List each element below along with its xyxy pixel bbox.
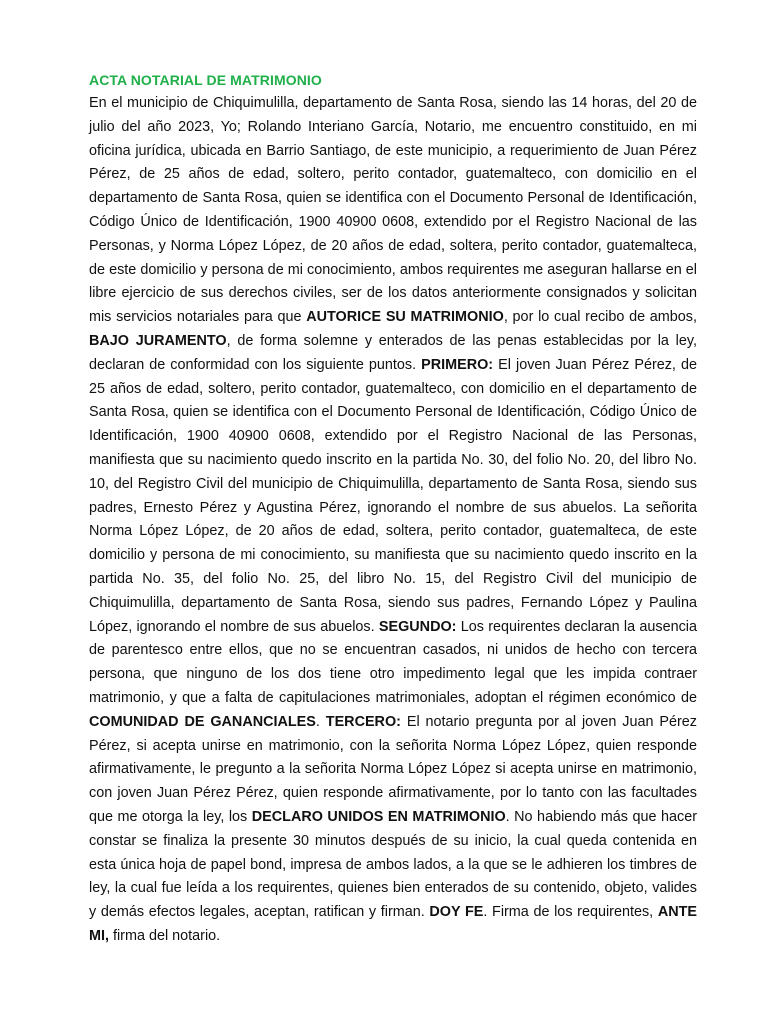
document-page	[89, 68, 697, 949]
bold-phrase-comunidad: COMUNIDAD DE GANANCIALES	[89, 713, 316, 730]
body-text-segment: Los requirentes declaran la ausencia de parentesco entre ellos, que no se encuentran casados, ni unidos de hecho con tercera persona, que ninguno de los dos tiene otro impedimento legal que les impida contraer matrimonio, y que a falta de capitulaciones matrimoniales, adoptan el régimen económico de	[89, 618, 697, 706]
body-text-segment: En el municipio de Chiquimulilla, departamento de Santa Rosa, siendo las 14 horas, del 20 de julio del año 2023, Yo; Rolando Interiano García, Notario, me encuentro constituido, en mi oficina jurídica, ubicada en Barrio Santiago, de este municipio, a requerimiento de Juan Pérez Pérez, de 25 años de edad, soltero, perito contador, guatemalteco, con domicilio en el departamento de Santa Rosa, quien se identifica con el Documento Personal de Identificación, Código Único de Identificación, 1900 40900 0608, extendido por el Registro Nacional de las Personas, y Norma López López, de 20 años de edad, soltera, perito contador, guatemalteca, de este domicilio y persona de mi conocimiento, ambos requirentes me aseguran hallarse en el libre ejercicio de sus derechos civiles, ser de los datos anteriormente consignados y solicitan mis servicios notariales para que	[89, 95, 697, 326]
bold-phrase-bajo-juramento: BAJO JURAMENTO	[89, 332, 227, 349]
body-text-segment: El joven Juan Pérez Pérez, de 25 años de edad, soltero, perito contador, guatemalteco, con domicilio en el departamento de Santa Rosa, quien se identifica con el Documento Personal de Identificación, Código Único de Identificación, 1900 40900 0608, extendido por el Registro Nacional de las Personas, manifiesta que su nacimiento quedo inscrito en la partida No. 30, del folio No. 20, del libro No. 10, del Registro Civil del municipio de Chiquimulilla, departamento de Santa Rosa, siendo sus padres, Ernesto Pérez y Agustina Pérez, ignorando el nombre de sus abuelos. La señorita Norma López López, de 20 años de edad, soltera, perito contador, guatemalteca, de este domicilio y persona de mi conocimiento, su manifiesta que su nacimiento quedo inscrito en la partida No. 35, del folio No. 25, del libro No. 15, del Registro Civil del municipio de Chiquimulilla, departamento de Santa Rosa, siendo sus padres, Fernando López y Paulina López, ignorando el nombre de sus abuelos.	[89, 356, 697, 635]
bold-phrase-ante-mi: ANTE MI,	[89, 904, 697, 944]
bold-phrase-declaro: DECLARO UNIDOS EN MATRIMONIO	[251, 808, 506, 825]
body-text-segment: , de forma solemne y enterados de las penas establecidas por la ley, declaran de conformidad con los siguiente puntos.	[89, 332, 697, 373]
body-text-segment: El notario pregunta por al joven Juan Pérez Pérez, si acepta unirse en matrimonio, con la señorita Norma López López, quien responde afirmativamente, le pregunto a la señorita Norma López López si acepta unirse en matrimonio, con joven Juan Pérez Pérez, quien responde afirmativamente, por lo tanto con las facultades que me otorga la ley, los	[89, 713, 697, 825]
clause-heading-primero: PRIMERO:	[421, 356, 494, 373]
body-text-segment: . No habiendo más que hacer constar se finaliza la presente 30 minutos después de su inicio, la cual queda contenida en esta única hoja de papel bond, impresa de ambos lados, a la que se le adhieren los timbres de ley, la cual fue leída a los requirentes, quienes bien enterados de su contenido, objeto, valides y demás efectos legales, aceptan, ratifican y firman.	[89, 808, 697, 921]
body-text-segment: .	[315, 713, 326, 730]
body-text-segment: firma del notario.	[108, 927, 221, 944]
document-body	[89, 92, 697, 949]
body-text-segment: , por lo cual recibo de ambos,	[503, 309, 697, 326]
body-text-segment: . Firma de los requirentes,	[483, 904, 658, 921]
bold-phrase-doy-fe: DOY FE	[429, 904, 484, 921]
document-title: ACTA NOTARIAL DE MATRIMONIO	[89, 72, 322, 88]
bold-phrase-autorice: AUTORICE SU MATRIMONIO	[306, 309, 504, 326]
clause-heading-segundo: SEGUNDO:	[378, 618, 457, 635]
clause-heading-tercero: TERCERO:	[325, 713, 401, 730]
